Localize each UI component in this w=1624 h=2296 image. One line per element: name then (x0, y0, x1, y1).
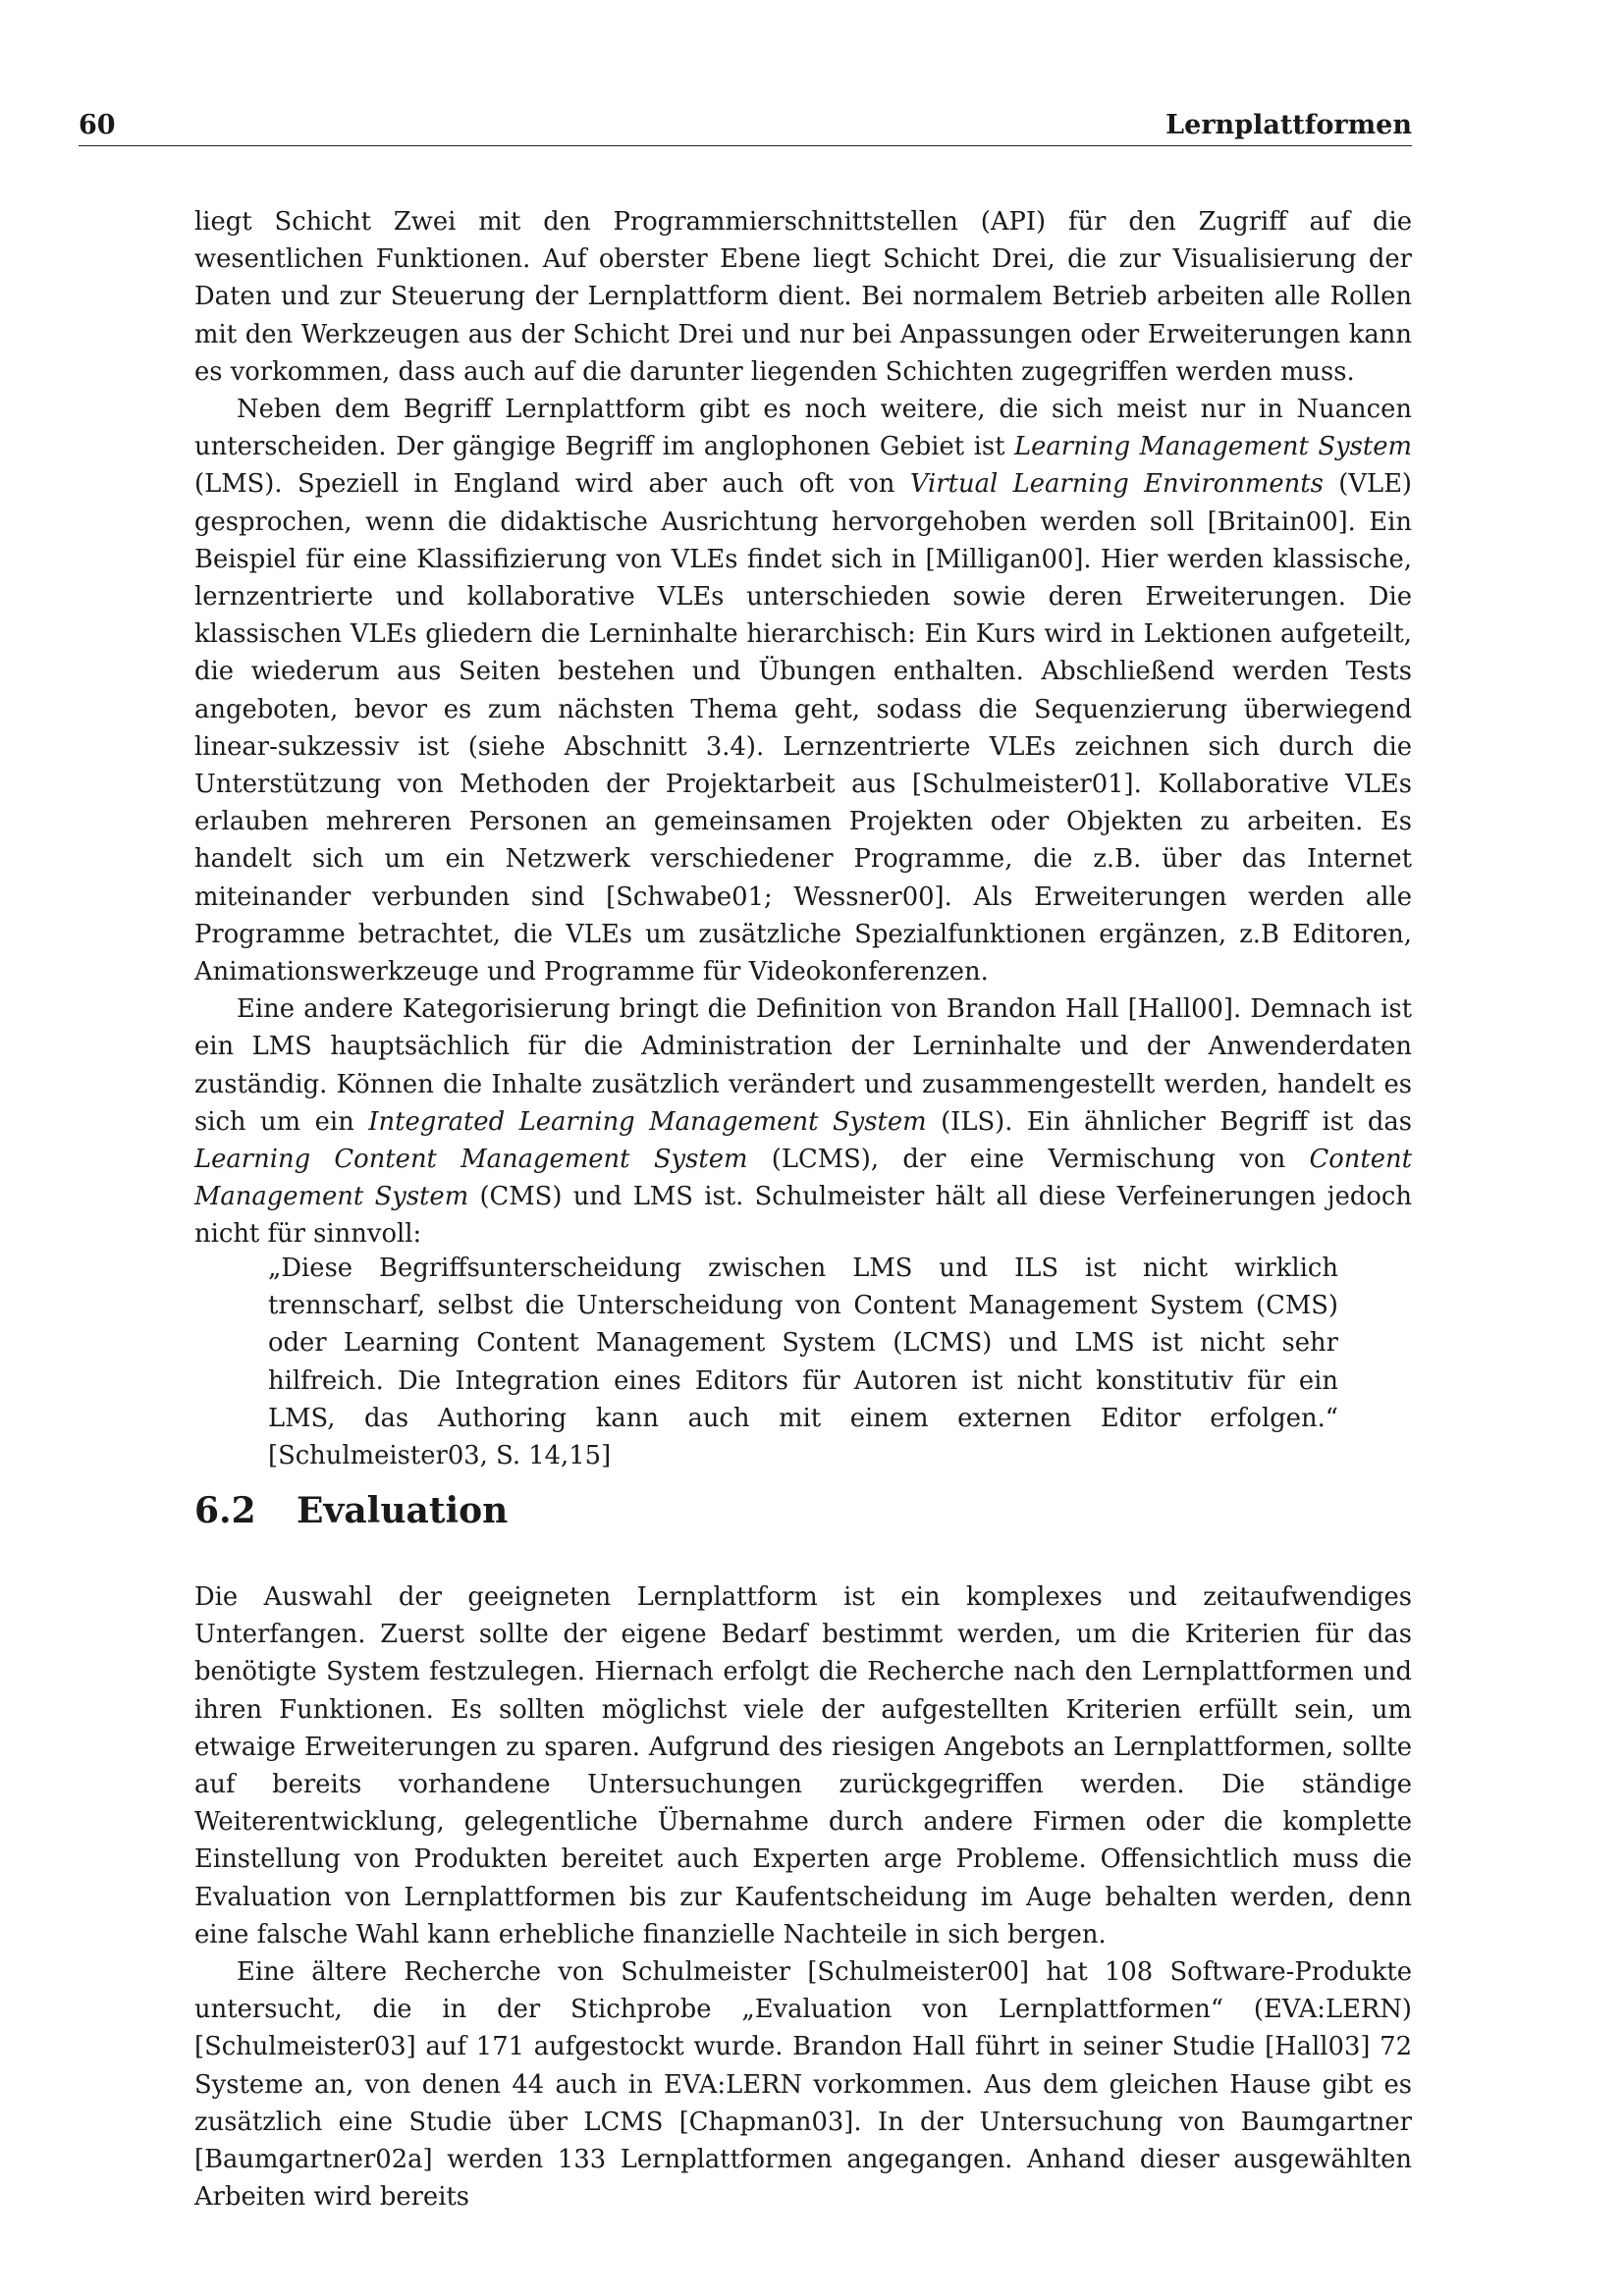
block-quote: „Diese Begriffsunterscheidung zwischen LMS und ILS ist nicht wirklich trennscharf, selbst die Unterscheidung von Content Management System (CMS) oder Learning Content Management System (LCMS) und LMS ist nicht sehr hilfreich. Die Integration eines Editors für Autoren ist nicht konstitutiv für ein LMS, das Authoring kann auch mit einem externen Editor erfolgen.“ [Schulmeister03, S. 14,15] (268, 1254, 1338, 1471)
paragraph-auswahl: Die Auswahl der geeigneten Lernplattform ist ein komplexes und zeitaufwendiges Unterfangen. Zuerst sollte der eigene Bedarf bestimmt werden, um die Kriterien für das benötigte System festzulegen. Hiernach erfolgt die Recherche nach den Lernplattformen und ihren Funktionen. Es sollten möglichst viele der aufgestellten Kriterien erfüllt sein, um etwaige Erweiterungen zu sparen. Aufgrund des riesigen Angebots an Lernplattformen, sollte auf bereits vorhandene Untersuchungen zurückgegriffen werden. Die ständige Weiterentwicklung, gelegentliche Übernahme durch andere Firmen oder die komplette Einstellung von Produkten bereitet auch Experten arge Probleme. Offensichtlich muss die Evaluation von Lernplattformen bis zur Kaufentscheidung im Auge behalten werden, denn eine falsche Wahl kann erhebliche finanzielle Nachteile in sich bergen. (194, 1582, 1412, 1949)
text-run: (ILS). Ein ähnlicher Begriff ist das (926, 1106, 1413, 1137)
text-run: (LMS). Speziell in England wird aber auch oft von (194, 469, 910, 500)
term-vle: Virtual Learning Environments (909, 469, 1324, 500)
running-chapter-title: Lernplattformen (1165, 110, 1412, 140)
paragraph-schicht: liegt Schicht Zwei mit den Programmierschnittstellen (API) für den Zugriff auf die wesentlichen Funktionen. Auf oberster Ebene liegt Schicht Drei, die zur Visualisierung der Daten und zur Steuerung der Lernplattform dient. Bei normalem Betrieb arbeiten alle Rollen mit den Werkzeugen aus der Schicht Drei und nur bei Anpassungen oder Erweiterungen kann es vorkommen, dass auch auf die darunter liegenden Schichten zugegriffen werden muss. (194, 207, 1412, 387)
term-cms: Content Management System (194, 1145, 1413, 1212)
text-run: (LCMS), der eine Vermischung von (747, 1145, 1310, 1175)
text-run: (CMS) und LMS ist. Schulmeister hält all diese Verfeinerungen jedoch nicht für sinnvoll: (194, 1182, 1412, 1250)
body-text (194, 203, 1412, 1254)
evaluation-text (194, 1578, 1412, 2216)
term-ils: Integrated Learning Management System (368, 1106, 927, 1137)
paragraph-kategorisierung (194, 990, 1412, 1253)
term-lcms: Learning Content Management System (194, 1145, 748, 1175)
paragraph-recherche: Eine ältere Recherche von Schulmeister [Schulmeister00] hat 108 Software-Produkte untersucht, die in der Stichprobe „Evaluation von Lernplattformen“ (EVA:LERN) [Schulmeister03] auf 171 aufgestockt wurde. Brandon Hall führt in seiner Studie [Hall03] 72 Systeme an, von denen 44 auch in EVA:LERN vorkommen. Aus dem gleichen Hause gibt es zusätzlich eine Studie über LCMS [Chapman03]. In der Untersuchung von Baumgartner [Baumgartner02a] werden 133 Lernplattformen angegangen. Anhand dieser ausgewählten Arbeiten wird bereits (194, 1957, 1412, 2213)
term-lms: Learning Management System (1014, 432, 1413, 462)
section-number: 6.2 (194, 1490, 256, 1531)
text-run: (VLE) gesprochen, wenn die didaktische Ausrichtung hervorgehoben werden soll [Britain00]. Ein Beispiel für eine Klassifizierung von VLEs findet sich in [Milligan00]. Hier werden klassische, lernzentrierte und kollaborative VLEs unterschieden sowie deren Erweiterungen. Die klassischen VLEs gliedern die Lerninhalte hierarchisch: Ein Kurs wird in Lektionen aufgeteilt, die wiederum aus Seiten bestehen und Übungen enthalten. Abschließend werden Tests angeboten, bevor es zum nächsten Thema geht, sodass die Sequenzierung überwiegend linear-sukzessiv ist (siehe Abschnitt 3.4). Lernzentrierte VLEs zeichnen sich durch die Unterstützung von Methoden der Projektarbeit aus [Schulmeister01]. Kollaborative VLEs erlauben mehreren Personen an gemeinsamen Projekten oder Objekten zu arbeiten. Es handelt sich um ein Netzwerk verschiedener Programme, die z.B. über das Internet miteinander verbunden sind [Schwabe01; Wessner00]. Als Erweiterungen werden alle Programme betrachtet, die VLEs um zusätzliche Spezialfunktionen ergänzen, z.B Editoren, Animationswerkzeuge und Programme für Videokonferenzen. (194, 469, 1412, 988)
page-header (79, 106, 1412, 146)
text-run: Eine andere Kategorisierung bringt die Definition von Brandon Hall [Hall00]. Demnach ist ein LMS hauptsächlich für die Administration der Lerninhalte und der Anwenderdaten zuständig. Können die Inhalte zusätzlich verändert und zusammengestellt werden, handelt es sich um ein (194, 994, 1412, 1137)
text-run: Neben dem Begriff Lernplattform gibt es noch weitere, die sich meist nur in Nuancen unterscheiden. Der gängige Begriff im anglophonen Gebiet ist (194, 395, 1412, 462)
page-number: 60 (79, 110, 116, 140)
paragraph-begriffe (194, 391, 1412, 990)
section-title: Evaluation (297, 1490, 509, 1531)
section-heading (194, 1490, 508, 1531)
